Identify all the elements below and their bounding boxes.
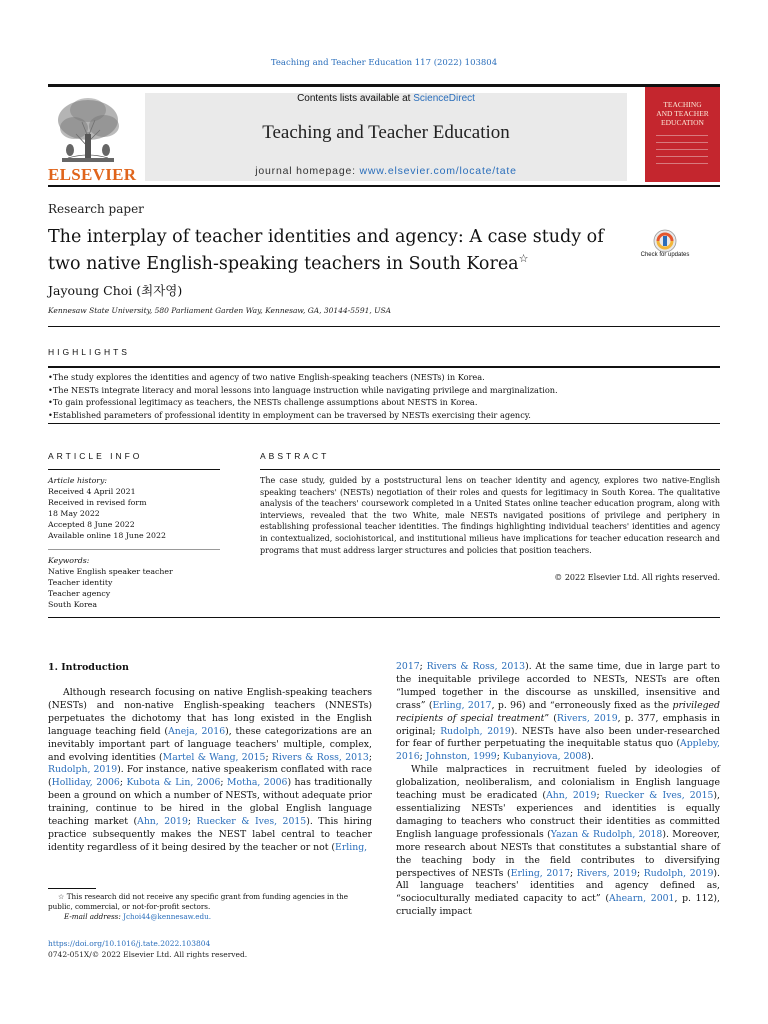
highlight-item: • The study explores the identities and agency of two native English-speaking teachers (NESTs) in Korea. — [48, 371, 720, 384]
paragraph: 2017; Rivers & Ross, 2013). At the same time, due in large part to the inequitable privilege accorded to NESTs, NESTs are often “lumped together in the discourse as unskilled, insensitive and crass” (Erling, 2017, p. 96) and “erroneously fixed as the privileged recipients of special treatment” (Rivers, 2019, p. 377, emphasis in original; Rudolph, 2019). NESTs have also been under-researched for fear of further perpetuating the inequitable status quo (Appleby, 2016; Johnston, 1999; Kubanyiova, 2008). — [396, 661, 720, 763]
cover-decoration — [656, 149, 708, 150]
citation-link[interactable]: Aneja, 2016 — [168, 725, 226, 737]
citation-link[interactable]: Erling, — [335, 841, 368, 853]
keywords-rule — [48, 549, 220, 550]
author-affiliation: Kennesaw State University, 580 Parliament Garden Way, Kennesaw, GA, 30144-5591, USA — [48, 306, 392, 315]
doi-link[interactable]: https://doi.org/10.1016/j.tate.2022.103804 — [48, 939, 211, 948]
citation-link[interactable]: Rivers & Ross, 2013 — [271, 751, 369, 763]
article-history: Article history: Received 4 April 2021 Received in revised form 18 May 2022 Accepted 8 June 2022 Available online 18 June 2022 — [48, 476, 166, 540]
highlight-item: • The NESTs integrate literacy and moral lessons into language instruction while navigating privilege and marginalization. — [48, 384, 720, 397]
citation-link[interactable]: Holliday, 2006 — [51, 777, 120, 789]
issn-line: 0742-051X/© 2022 Elsevier Ltd. All rights reserved. — [48, 950, 248, 959]
citation-link[interactable]: Motha, 2006 — [227, 777, 288, 789]
citation-link[interactable]: Ahn, 2019 — [546, 790, 597, 802]
footnote: ☆ This research did not receive any specific grant from funding agencies in the public, commercial, or not-for-profit sectors. E-mail address: Jchoi44@kennesaw.edu. — [48, 892, 349, 921]
abstract-rule — [260, 469, 720, 470]
cover-decoration — [656, 135, 708, 136]
paragraph: Although research focusing on native English-speaking teachers (NESTs) and non-native English-speaking teachers (NNESTs) perpetuates the dichotomy that has long existed in the English language teaching field (Aneja, 2016), these categorizations are an inevitably important part of language teachers' multiple, complex, and evolving identities (Martel & Wang, 2015; Rivers & Ross, 2013; Rudolph, 2019). For instance, native speakerism conflated with race (Holliday, 2006; Kubota & Lin, 2006; Motha, 2006) has traditionally been a ground on which a number of NESTs, without adequate prior training, continue to be hired in the global English language teaching market (Ahn, 2019; Ruecker & Ives, 2015). This hiring practice subsequently makes the NEST label central to teacher identity regardless of it being desired by the teacher or not (Erling, — [48, 687, 372, 853]
abstract-copyright: © 2022 Elsevier Ltd. All rights reserved. — [554, 573, 720, 582]
highlights-bottom-rule — [48, 423, 720, 424]
section-heading-introduction: 1. Introduction — [48, 662, 129, 673]
paragraph: While malpractices in recruitment fueled by ideologies of globalization, neoliberalism, and colonialism in English language teaching must be eradicated (Ahn, 2019; Ruecker & Ives, 2015), essentializing NESTs' experiences and identities is equally damaging to teachers who construct their identities as committed English language professionals (Yazan & Rudolph, 2018). Moreover, more research about NESTs that constitutes a substantial share of the teaching body in the field contributes to diversifying perspectives of NESTs (Erling, 2017; Rivers, 2019; Rudolph, 2019). All language teachers' identities and agency defined as, “socioculturally mediated capacity to act” (Ahearn, 2001, p. 112), crucially impact — [396, 764, 721, 918]
email-link[interactable]: Jchoi44@kennesaw.edu. — [123, 912, 212, 921]
citation-link[interactable]: Ruecker & Ives, 2015 — [604, 790, 714, 802]
citation-link[interactable]: Erling, 2017 — [432, 699, 492, 711]
intro-right-column — [396, 661, 720, 919]
keyword: Native English speaker teacher — [48, 567, 173, 576]
journal-title: Teaching and Teacher Education — [262, 122, 510, 143]
sciencedirect-link[interactable]: ScienceDirect — [413, 93, 475, 104]
keywords-block: Keywords: Native English speaker teacher Teacher identity Teacher agency South Korea — [48, 555, 220, 610]
citation-link[interactable]: Rudolph, 2019 — [643, 867, 714, 879]
divider — [48, 326, 720, 327]
top-rule — [48, 84, 720, 87]
citation-line: Teaching and Teacher Education 117 (2022) 103804 — [270, 58, 498, 68]
author-name[interactable]: Jayoung Choi (최자영) — [48, 283, 183, 298]
contents-line: Contents lists available at ScienceDirect — [297, 93, 475, 104]
title-footnote-star[interactable]: ☆ — [518, 252, 529, 265]
citation-link[interactable]: Yazan & Rudolph, 2018 — [550, 828, 663, 840]
citation-link[interactable]: Rudolph, 2019 — [440, 725, 511, 737]
highlight-item: • To gain professional legitimacy as teachers, the NESTs challenge assumptions about NESTS in Korea. — [48, 396, 720, 409]
journal-homepage-link[interactable]: www.elsevier.com/locate/tate — [359, 165, 517, 177]
journal-cover-title: TEACHING AND TEACHER EDUCATION — [656, 100, 709, 127]
divider — [48, 617, 720, 618]
article-info-heading: ARTICLE INFO — [48, 451, 143, 461]
highlights-list — [48, 371, 720, 421]
citation-link[interactable]: Kubota & Lin, 2006 — [126, 777, 221, 789]
citation-link[interactable]: Appleby, 2016 — [396, 738, 720, 763]
citation-link[interactable]: Ahearn, 2001 — [608, 893, 675, 905]
citation-link[interactable]: Rivers & Ross, 2013 — [426, 661, 526, 672]
keyword: Teacher agency — [48, 589, 111, 598]
citation-link[interactable]: Kubanyiova, 2008 — [502, 751, 588, 763]
intro-left-column — [48, 687, 372, 855]
check-for-updates-icon[interactable] — [645, 228, 685, 266]
cover-decoration — [656, 142, 708, 143]
header-bottom-rule — [48, 185, 720, 187]
highlight-item: • Established parameters of professional identity in employment can be traversed by NESTs exercising their agency. — [48, 409, 720, 422]
abstract-text: The case study, guided by a poststructural lens on teacher identity and agency, explores two native-English speaking teachers' (NESTs) negotiation of their roles and quests for legitimacy in South Korea. The qualitative analysis of the teachers' coursework completed in a United States online teacher education program, along with interviews, revealed that the two White, male NESTs navigated positions of privilege and periphery in establishing professional teacher identities. The findings highlighting individual teachers' identities and agency in contextualized, sociohistorical, and institutional milieus have implications for teacher education research and programs that must address larger structures and policies that position teachers. — [260, 476, 720, 555]
footnote-star: ☆ — [58, 892, 65, 901]
keyword: South Korea — [48, 600, 97, 609]
check-for-updates-label[interactable]: Check for updates — [640, 252, 690, 258]
article-title: The interplay of teacher identities and agency: A case study of two native English-speaking teachers in South Korea☆ — [48, 227, 604, 274]
footnote-rule — [48, 888, 96, 889]
article-info-rule — [48, 469, 220, 470]
citation-link[interactable]: Martel & Wang, 2015 — [162, 751, 266, 763]
citation-link[interactable]: Rivers, 2019 — [576, 867, 637, 879]
highlights-heading: HIGHLIGHTS — [48, 347, 130, 357]
elsevier-wordmark: ELSEVIER — [48, 165, 137, 184]
highlights-top-rule — [48, 366, 720, 368]
emphasis-text: privileged recipients of special treatment — [396, 699, 720, 724]
journal-homepage: journal homepage: www.elsevier.com/locate/tate — [255, 165, 517, 177]
citation-link[interactable]: 2017 — [396, 661, 420, 672]
cover-decoration — [656, 163, 708, 164]
citation-link[interactable]: Rudolph, 2019 — [48, 764, 118, 776]
citation-link[interactable]: Erling, 2017 — [510, 867, 571, 879]
keyword: Teacher identity — [48, 578, 113, 587]
citation-link[interactable]: Johnston, 1999 — [425, 751, 497, 763]
citation-link[interactable]: Rivers, 2019 — [556, 712, 618, 724]
cover-decoration — [656, 156, 708, 157]
page-footer — [48, 938, 247, 960]
citation-link[interactable]: Ruecker & Ives, 2015 — [196, 816, 307, 828]
abstract-heading: ABSTRACT — [260, 451, 330, 461]
article-type: Research paper — [48, 202, 144, 216]
citation-link[interactable]: Ahn, 2019 — [137, 816, 188, 828]
